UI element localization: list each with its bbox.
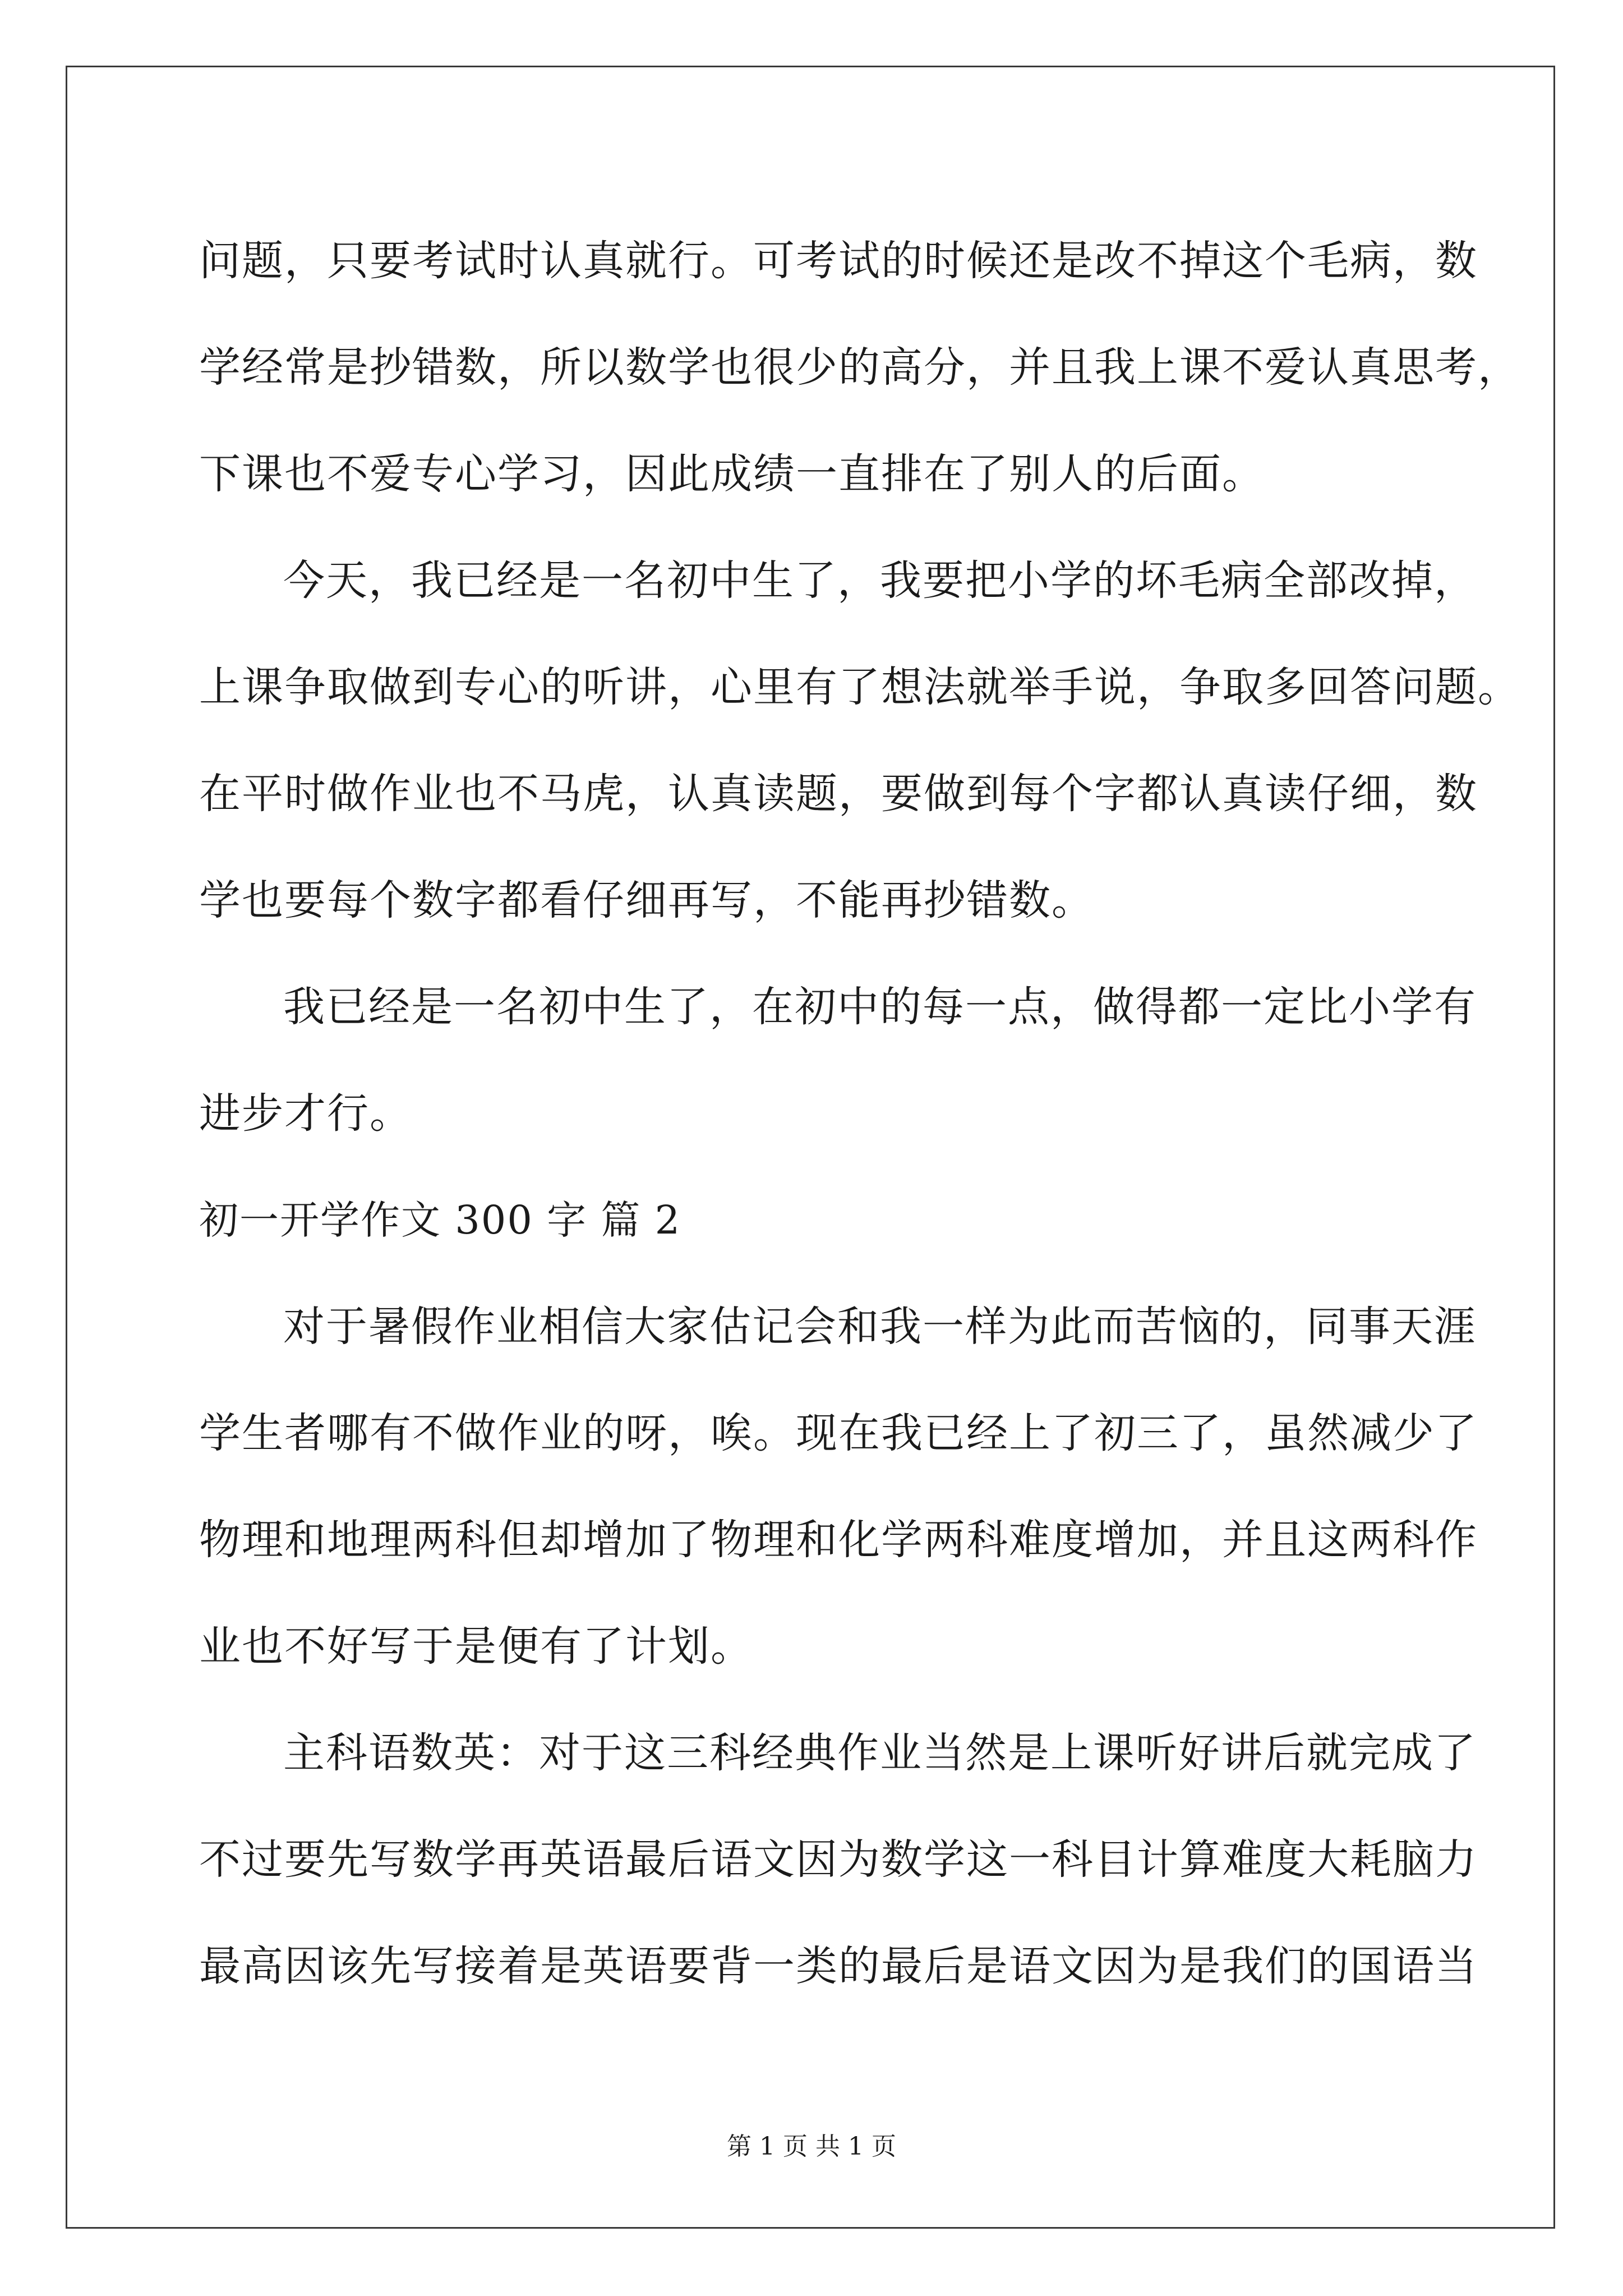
text-line: 物理和地理两科但却增加了物理和化学两科难度增加，并且这两科作 (199, 1516, 1478, 1564)
text-line: 问题，只要考试时认真就行。可考试的时候还是改不掉这个毛病，数 (199, 237, 1478, 285)
paragraph-start-line: 今天，我已经是一名初中生了，我要把小学的坏毛病全部改掉， (283, 556, 1477, 605)
text-line: 学也要每个数字都看仔细再写，不能再抄错数。 (199, 876, 1094, 924)
text-line: 学生者哪有不做作业的呀，唉。现在我已经上了初三了，虽然减少了 (199, 1409, 1478, 1457)
paragraph-start-line: 我已经是一名初中生了，在初中的每一点，做得都一定比小学有 (283, 983, 1477, 1031)
text-line: 业也不好写于是便有了计划。 (199, 1622, 753, 1671)
paragraph-start-line: 主科语数英：对于这三科经典作业当然是上课听好讲后就完成了 (283, 1729, 1477, 1777)
text-line: 最高因该先写接着是英语要背一类的最后是语文因为是我们的国语当 (199, 1942, 1478, 1990)
section-heading: 初一开学作文 300 字 篇 2 (199, 1197, 681, 1243)
paragraph-start-line: 对于暑假作业相信大家估记会和我一样为此而苦恼的，同事天涯 (283, 1303, 1477, 1351)
text-line: 下课也不爱专心学习，因此成绩一直排在了别人的后面。 (199, 450, 1265, 498)
page-footer: 第 1 页 共 1 页 (727, 2132, 896, 2161)
text-line: 不过要先写数学再英语最后语文因为数学这一科目计算难度大耗脑力 (199, 1835, 1478, 1884)
text-line: 上课争取做到专心的听讲，心里有了想法就举手说，争取多回答问题。 (199, 663, 1520, 711)
document-body (199, 208, 1520, 2019)
text-line: 在平时做作业也不马虎，认真读题，要做到每个字都认真读仔细，数 (199, 770, 1478, 818)
text-line: 进步才行。 (199, 1089, 412, 1138)
text-line: 学经常是抄错数，所以数学也很少的高分，并且我上课不爱认真思考， (199, 343, 1520, 392)
